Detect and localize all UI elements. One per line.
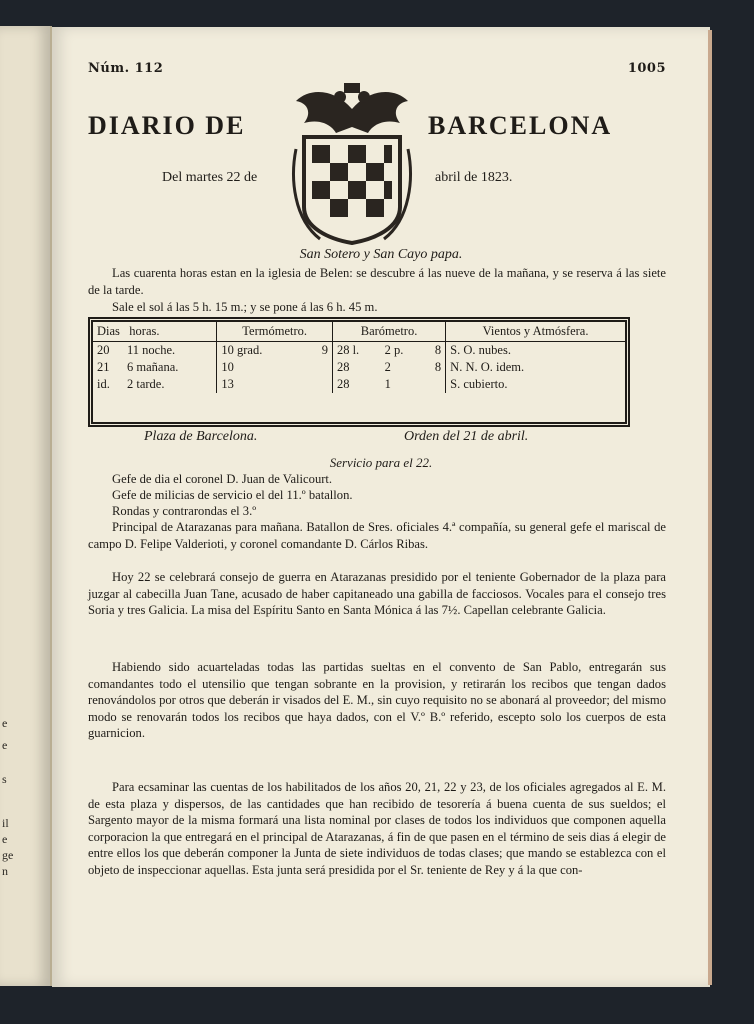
paragraph: Gefe de milicias de servicio el del 11.º batallon. xyxy=(112,488,353,502)
paragraph: Hoy 22 se celebrará consejo de guerra en Atarazanas presidido por el teniente Gobernador de la plaza para juzgar al cabecilla Juan Tane, acusado de haber capitaneado una gabilla de facciosos. Vocales para el consejo tres Soria y tres Galicia. La misa del Espíritu Santo en Santa Mónica á las 7½. Capellan celebrante Galicia. xyxy=(88,570,666,617)
facing-page-fragment: s xyxy=(2,772,7,786)
weather-table xyxy=(88,317,630,427)
date-line-left: Del martes 22 de xyxy=(162,170,258,185)
service-heading: Servicio para el 22. xyxy=(329,455,433,470)
page-number: 1005 xyxy=(627,61,666,76)
forty-hours-notice: Las cuarenta horas estan en la iglesia de Belen: se descubre á las nueve de la mañana, y se reserva á las siete de la tarde. xyxy=(88,266,666,297)
date-line-right: abril de 1823. xyxy=(435,170,513,185)
weather-header-days: Dias horas. xyxy=(93,322,217,342)
saints-of-day: San Sotero y San Cayo papa. xyxy=(299,247,463,262)
paragraph: Para ecsaminar las cuentas de los habilitados de los años 20, 21, 22 y 23, de los oficiales agregados al E. M. de esta plaza y dispersos, de las cantidades que han recibido de tesorería á buena cuenta de sus sueldos; el Sargento mayor de la misma formará una lista nominal por clases de todos los individuos que componen aquella corporacion la que entregará en el principal de Atarazanas, á fin de que pasen en el término de seis dias á elegir de entre ellos los que deberán componer la Junta de siete individuos de todas clases; que mando se establezca con el objeto de inspeccionar aquellas. Esta junta será presidida por el Sr. teniente de Rey y á la que con- xyxy=(88,780,666,877)
weather-header-thermometer: Termómetro. xyxy=(217,322,333,342)
paragraph: Rondas y contrarondas el 3.º xyxy=(112,504,257,518)
facing-page-fragment: e xyxy=(2,832,8,846)
table-row: 21 6 mañana. 10 28 2 8 N. N. O. idem. xyxy=(97,360,525,374)
paragraph: Habiendo sido acuarteladas todas las partidas sueltas en el convento de San Pablo, entregarán sus comandantes todo el utensilio que tengan sobrante en la provision, y retirarán los recibos que tengan dados renovándolos por otros que deberán ir visados del E. M., sin cuyo requisito no se abonará al proveedor; del mismo modo se renovarán todos los recibos que haya dados, con el V.º B.º referido, escepto solo los cuerpos de esta guarnicion. xyxy=(88,660,666,740)
masthead-right: BARCELONA xyxy=(428,111,613,140)
sunrise-sunset: Sale el sol á las 5 h. 15 m.; y se pone á las 6 h. 45 m. xyxy=(112,300,378,314)
weather-header-winds: Vientos y Atmósfera. xyxy=(446,322,625,342)
masthead-left: DIARIO DE xyxy=(88,111,246,140)
weather-header-barometer: Barómetro. xyxy=(332,322,445,342)
facing-page-fragment: il xyxy=(2,816,9,830)
table-row: 20 11 noche. 10 grad. 9 28 l. 2 p. 8 S. O. nubes. xyxy=(97,343,511,357)
order-date-heading: Orden del 21 de abril. xyxy=(404,429,529,444)
facing-page-fragment: e xyxy=(2,738,8,752)
facing-page-edge xyxy=(0,26,52,986)
issue-header xyxy=(88,61,666,79)
facing-page-fragment: e xyxy=(2,716,8,730)
table-row: id. 2 tarde. 13 28 1 S. cubierto. xyxy=(97,377,508,391)
page-edge xyxy=(708,30,712,985)
paragraph: Gefe de dia el coronel D. Juan de Valicourt. xyxy=(112,472,333,486)
newspaper-page xyxy=(52,27,710,987)
coat-of-arms-icon xyxy=(290,79,414,245)
plaza-heading: Plaza de Barcelona. xyxy=(144,429,258,444)
facing-page-fragment: ge xyxy=(2,848,14,862)
paragraph: Principal de Atarazanas para mañana. Batallon de Sres. oficiales 4.ª compañía, su general gefe el mariscal de campo D. Felipe Valderioti, y coronel comandante D. Cárlos Ribas. xyxy=(88,520,666,551)
issue-number: Núm. 112 xyxy=(88,61,164,76)
facing-page-fragment: n xyxy=(2,864,8,878)
